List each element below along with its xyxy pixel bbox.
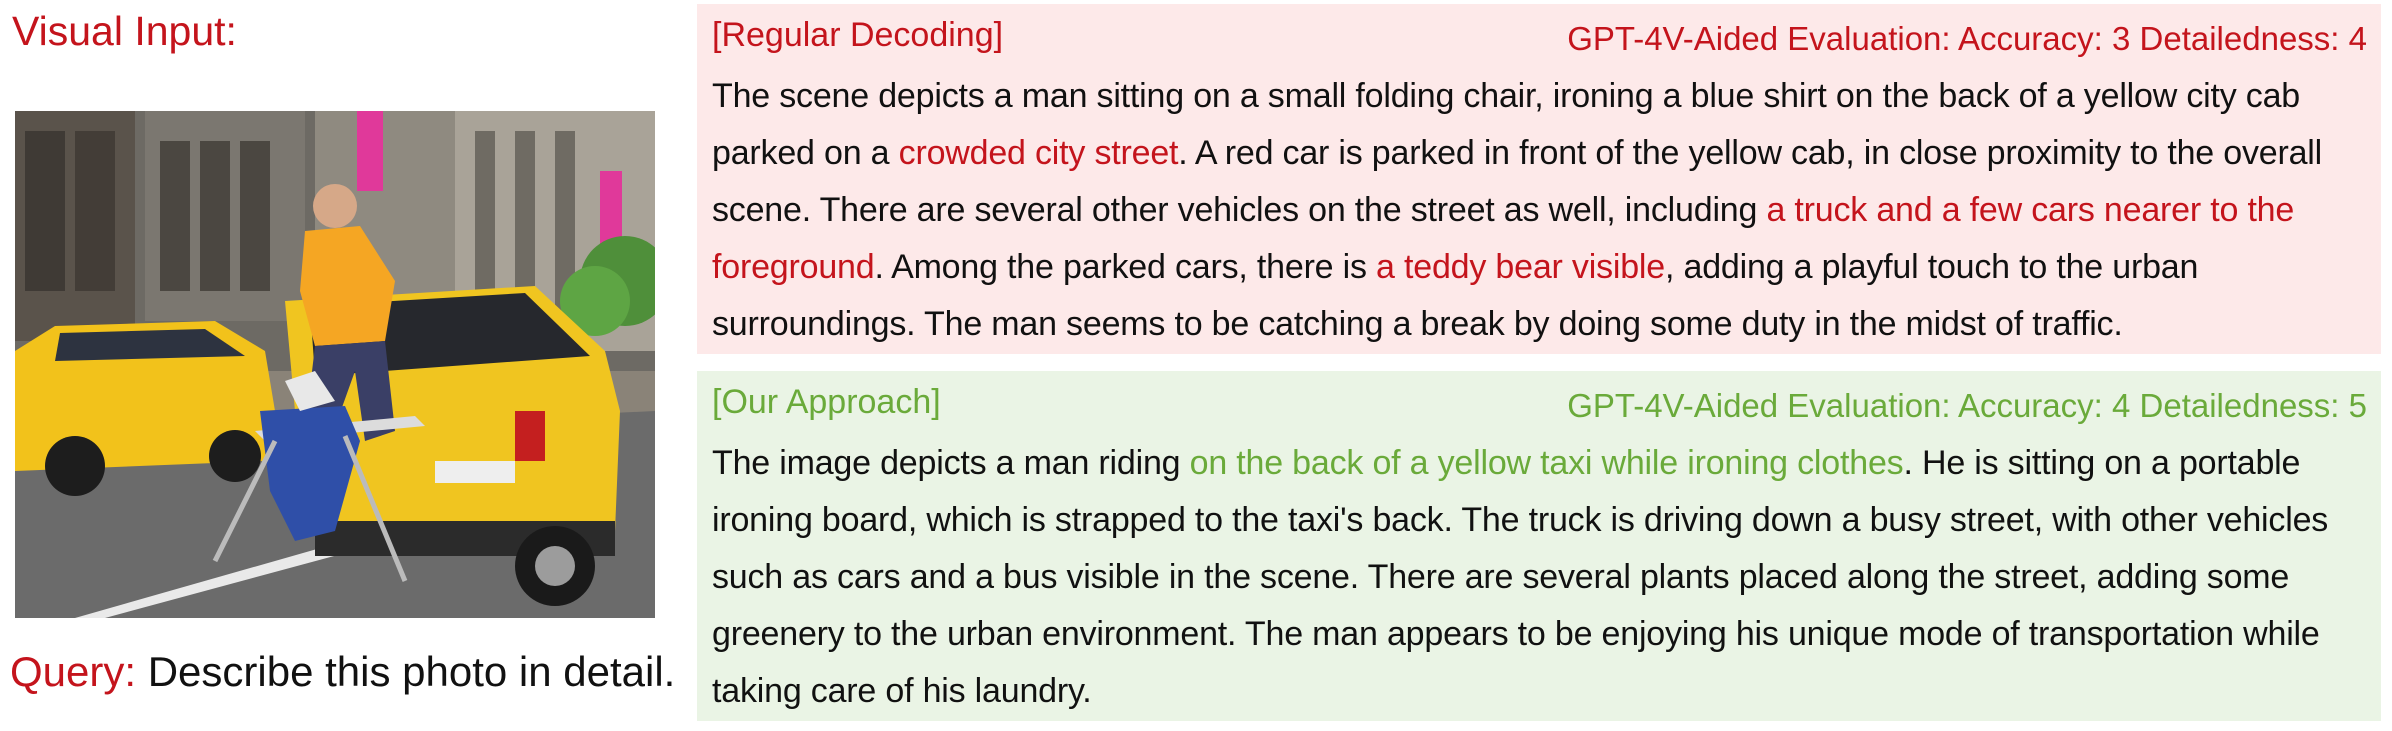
ours-segment: The image depicts a man riding <box>712 444 1190 482</box>
regular-segment: , adding a playful touch to the urban surroundings. The man seems to be catching a break by doing some duty in the midst of traffic. <box>712 248 2199 343</box>
regular-description <box>712 68 2367 353</box>
our-approach-panel <box>697 371 2381 721</box>
ours-eval-prefix: GPT-4V-Aided Evaluation: <box>1567 387 1951 424</box>
regular-decoding-tag: [Regular Decoding] <box>712 16 1004 54</box>
query-text: Describe this photo in detail. <box>147 648 676 695</box>
regular-segment: . A red car is parked in front of the yellow cab, in close proximity to the overall scene. There are several other vehicles on the street as well, including <box>712 134 2323 229</box>
hallucination-segment: a truck and a few cars nearer to the foreground <box>712 191 2295 286</box>
regular-panel-header <box>712 10 2367 68</box>
regular-decoding-panel <box>697 4 2381 354</box>
visual-input-label: Visual Input: <box>12 8 237 54</box>
ours-segment: . He is sitting on a portable ironing board, which is strapped to the taxi's back. The truck is driving down a busy street, with other vehicles such as cars and a bus visible in the scene. There are several plants placed along the street, adding some greenery to the urban environment. The man appears to be enjoying his unique mode of transportation while taking care of his laundry. <box>712 444 2329 710</box>
regular-segment: The scene depicts a man sitting on a small folding chair, ironing a blue shirt on the back of a yellow city cab parked on a <box>712 77 2301 172</box>
our-approach-tag: [Our Approach] <box>712 383 941 421</box>
ours-detailedness: Detailedness: 5 <box>2139 387 2367 424</box>
ours-panel-header <box>712 377 2367 435</box>
ours-evaluation <box>1567 387 2367 425</box>
hallucination-segment: crowded city street <box>898 134 1179 172</box>
regular-detailedness: Detailedness: 4 <box>2139 20 2367 57</box>
ours-accuracy: Accuracy: 4 <box>1957 387 2131 424</box>
ours-description <box>712 435 2367 720</box>
query-line <box>10 648 675 696</box>
regular-evaluation <box>1567 20 2367 58</box>
street-photo <box>15 111 655 618</box>
query-label: Query: <box>10 648 137 695</box>
hallucination-segment: a teddy bear visible <box>1376 248 1665 286</box>
regular-eval-prefix: GPT-4V-Aided Evaluation: <box>1567 20 1951 57</box>
regular-accuracy: Accuracy: 3 <box>1957 20 2131 57</box>
highlight-segment: on the back of a yellow taxi while ironing clothes <box>1189 444 1904 482</box>
regular-segment: . Among the parked cars, there is <box>874 248 1377 286</box>
